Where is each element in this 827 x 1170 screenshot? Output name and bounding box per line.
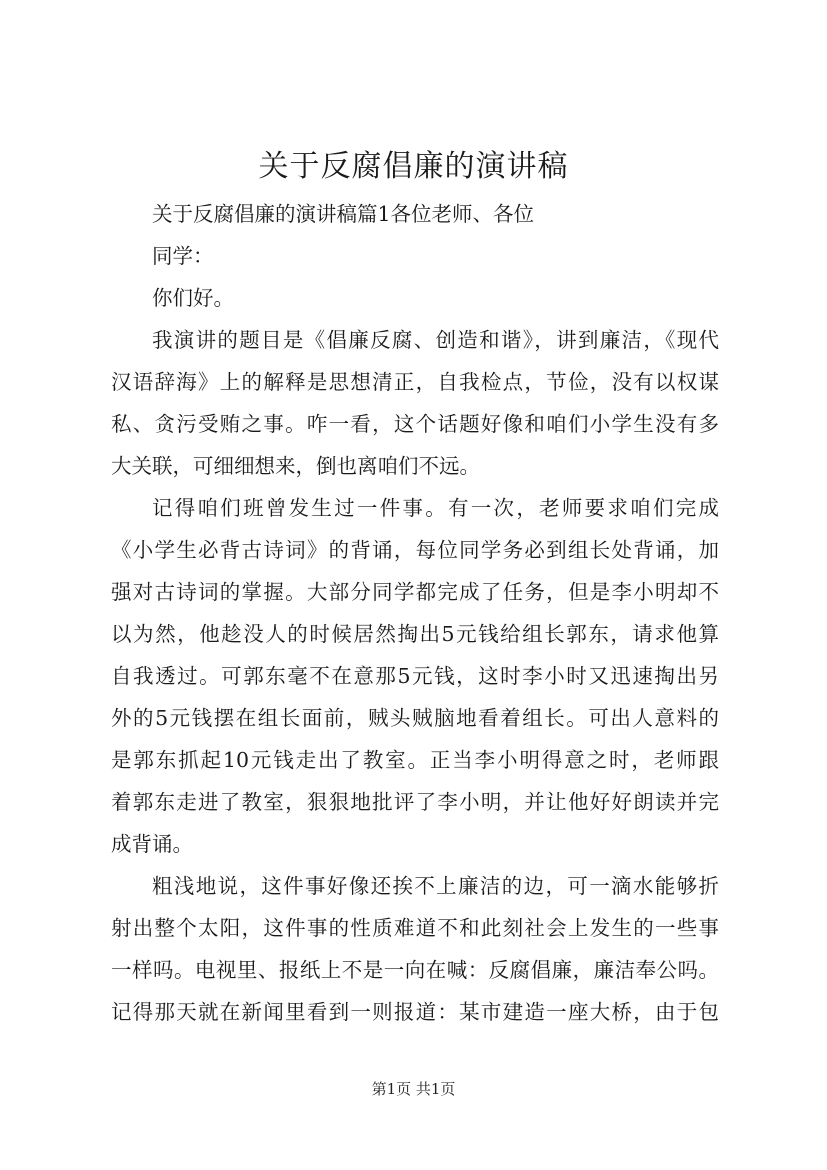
body-text-line: 外的5元钱摆在组长面前，贼头贼脑地看着组长。可出人意料的 <box>111 706 719 730</box>
body-text-line: 同学： <box>152 244 214 268</box>
body-text-line: 关于反腐倡廉的演讲稿篇1各位老师、各位 <box>152 202 535 226</box>
document-body <box>111 193 719 1033</box>
body-text-line: 一样吗。电视里、报纸上不是一向在喊：反腐倡廉，廉洁奉公吗。 <box>111 958 719 982</box>
document-title: 关于反腐倡廉的演讲稿 <box>258 149 569 184</box>
page-footer: 第1页 共1页 <box>371 1080 456 1098</box>
body-text-line: 我演讲的题目是《倡廉反腐、创造和谐》，讲到廉洁，《现代 <box>152 328 719 352</box>
body-text-line: 记得咱们班曾发生过一件事。有一次，老师要求咱们完成 <box>152 496 719 520</box>
body-text-line: 着郭东走进了教室，狠狠地批评了李小明，并让他好好朗读并完 <box>111 790 719 814</box>
body-text-line: 《小学生必背古诗词》的背诵，每位同学务必到组长处背诵，加 <box>111 538 719 562</box>
body-text-line: 强对古诗词的掌握。大部分同学都完成了任务，但是李小明却不 <box>111 580 719 604</box>
body-text-line: 大关联，可细细想来，倒也离咱们不远。 <box>111 454 480 478</box>
body-text-line: 你们好。 <box>152 286 234 310</box>
body-text-line: 记得那天就在新闻里看到一则报道：某市建造一座大桥，由于包 <box>111 1000 719 1024</box>
body-text-line: 汉语辞海》上的解释是思想清正，自我检点，节俭，没有以权谋 <box>111 370 719 394</box>
body-text-line: 射出整个太阳，这件事的性质难道不和此刻社会上发生的一些事 <box>111 916 719 940</box>
body-text-line: 以为然，他趁没人的时候居然掏出5元钱给组长郭东，请求他算 <box>111 622 719 646</box>
body-text-line: 成背诵。 <box>111 832 193 856</box>
body-text-line: 是郭东抓起10元钱走出了教室。正当李小明得意之时，老师跟 <box>111 748 719 772</box>
body-text-line: 私、贪污受贿之事。咋一看，这个话题好像和咱们小学生没有多 <box>111 412 719 436</box>
body-text-line: 自我透过。可郭东毫不在意那5元钱，这时李小时又迅速掏出另 <box>111 664 719 688</box>
body-text-line: 粗浅地说，这件事好像还挨不上廉洁的边，可一滴水能够折 <box>152 874 719 898</box>
